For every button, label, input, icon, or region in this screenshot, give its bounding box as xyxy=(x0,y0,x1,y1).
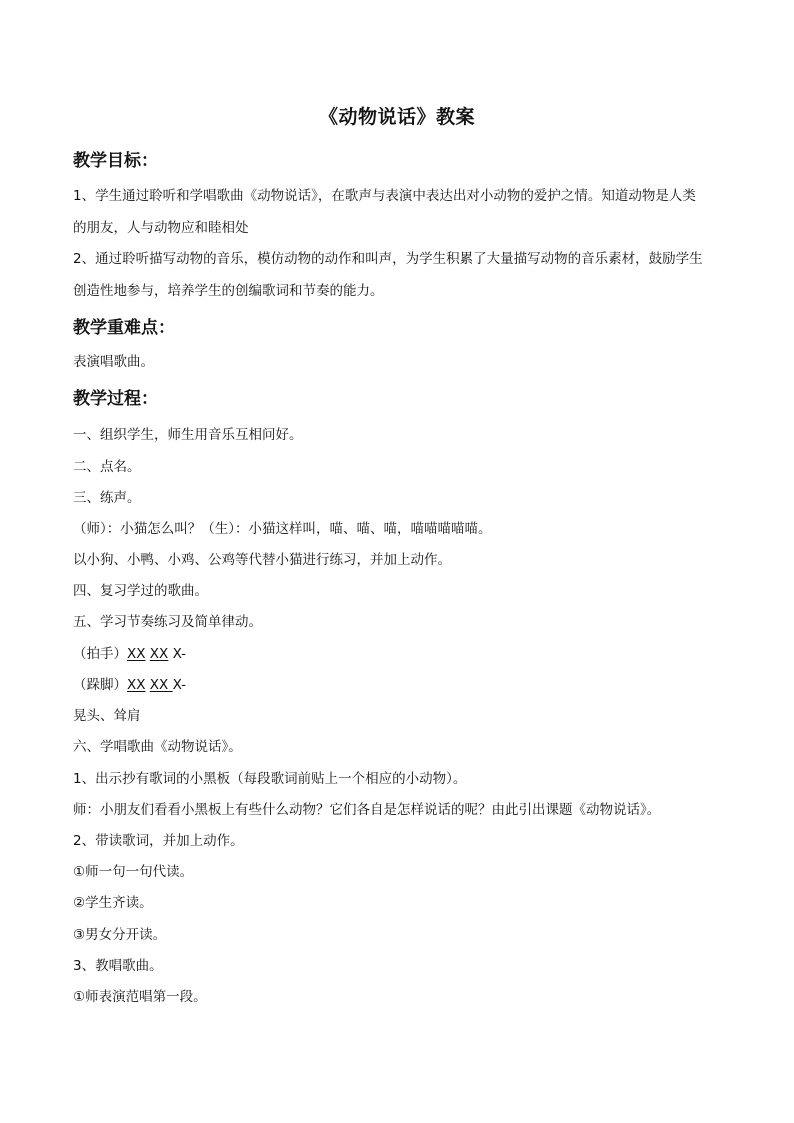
process-line-7: 五、学习节奏练习及简单律动。 xyxy=(73,614,262,630)
rhythm-clap-beat-2: XX xyxy=(149,646,169,662)
rhythm-clap-label: （拍手） xyxy=(73,646,127,662)
process-line-10: 1、出示抄有歌词的小黑板（每段歌词前贴上一个相应的小动物）。 xyxy=(73,771,467,787)
process-line-5: 以小狗、小鸭、小鸡、公鸡等代替小猫进行练习，并加上动作。 xyxy=(73,552,451,568)
process-line-11: 师：小朋友们看看小黑板上有些什么动物？它们各自是怎样说话的呢？由此引出课题《动物说话》。 xyxy=(73,802,661,818)
rhythm-stomp-beat-1: XX xyxy=(127,677,146,693)
process-line-17: ①师表演范唱第一段。 xyxy=(73,989,207,1005)
document-title: 《动物说话》教案 xyxy=(318,106,475,128)
process-line-14: ②学生齐读。 xyxy=(73,895,153,911)
goals-p1-line2: 的朋友，人与动物应和睦相处 xyxy=(73,220,249,236)
goals-heading: 教学目标： xyxy=(73,151,158,171)
goals-p2-line1: 2、通过聆听描写动物的音乐，模仿动物的动作和叫声，为学生积累了大量描写动物的音乐素材，鼓励学生 xyxy=(73,251,703,267)
rhythm-stomp-label: （跺脚） xyxy=(73,677,127,693)
process-line-1: 一、组织学生，师生用音乐互相问好。 xyxy=(73,427,303,443)
process-line-13: ①师一句一句代读。 xyxy=(73,864,194,880)
rhythm-clap-beat-3: X- xyxy=(168,646,187,662)
process-line-3: 三、练声。 xyxy=(73,490,141,506)
process-heading: 教学过程： xyxy=(73,389,158,409)
goals-p1-line1: 1、学生通过聆听和学唱歌曲《动物说话》，在歌声与表演中表达出对小动物的爱护之情。知道动物是人类 xyxy=(73,188,696,204)
rhythm-stomp-beat-2: XX xyxy=(149,677,173,693)
rhythm-clap-line xyxy=(73,645,186,663)
rhythm-stomp-line xyxy=(73,676,186,694)
process-line-8: 晃头、耸肩 xyxy=(73,708,141,724)
process-line-4: （师）：小猫怎么叫？（生）：小猫这样叫，喵、喵、喵，喵喵喵喵喵。 xyxy=(73,521,492,537)
focus-text: 表演唱歌曲。 xyxy=(73,354,154,370)
process-line-2: 二、点名。 xyxy=(73,459,141,475)
rhythm-stomp-beat-3: X- xyxy=(172,677,187,693)
goals-p2-line2: 创造性地参与，培养学生的创编歌词和节奏的能力。 xyxy=(73,283,384,299)
focus-heading: 教学重难点： xyxy=(73,318,175,338)
process-line-9: 六、学唱歌曲《动物说话》。 xyxy=(73,739,242,755)
process-line-12: 2、带读歌词，并加上动作。 xyxy=(73,833,244,849)
process-line-15: ③男女分开读。 xyxy=(73,927,167,943)
process-line-16: 3、教唱歌曲。 xyxy=(73,958,163,974)
rhythm-clap-beat-1: XX xyxy=(127,646,146,662)
process-line-6: 四、复习学过的歌曲。 xyxy=(73,583,208,599)
